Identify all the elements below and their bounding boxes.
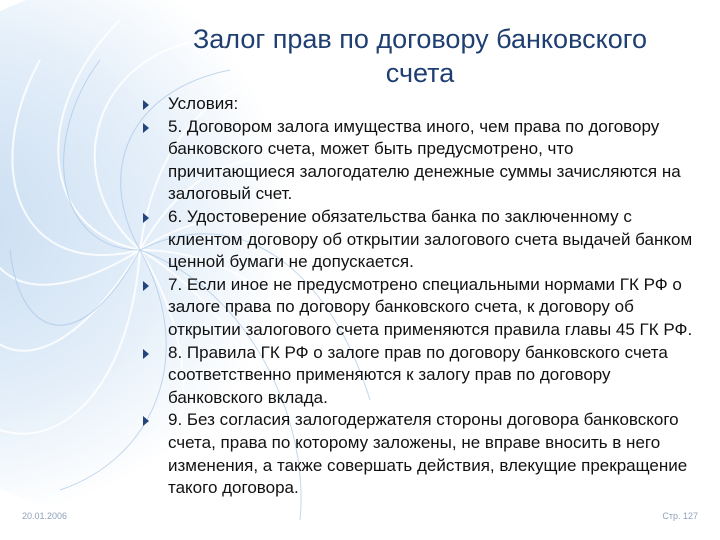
slide-title (140, 22, 700, 90)
footer-date: 20.01.2006 (22, 511, 68, 521)
bullet-item (141, 206, 697, 274)
bullet-text: 7. Если иное не предусмотрено специальными нормами ГК РФ о залоге права по договору банковского счета, к договору об открытии залогового счета применяются правила главы 45 ГК РФ. (168, 274, 693, 339)
bullet-text: 8. Правила ГК РФ о залоге прав по договору банковского счета соответственно применяются к залогу прав по договору банковского вклада. (168, 342, 668, 407)
slide-title-line-1: Залог прав по договору банковского (192, 24, 648, 54)
footer-page-number: Стр. 127 (662, 511, 698, 521)
bullet-item (141, 274, 697, 342)
bullet-text: 5. Договором залога имущества иного, чем права по договору банковского счета, может быть предусмотрено, что причитающиеся залогодателю денежные суммы зачисляются на залоговый счет. (168, 116, 681, 204)
bullet-text: 9. Без согласия залогодержателя стороны договора банковского счета, права по которому заложены, не вправе вносить в него изменения, а также совершать действия, влекущие прекращение такого договора. (168, 410, 688, 498)
bullet-item (141, 93, 697, 116)
arrow-right-icon (143, 123, 149, 133)
bullet-item (141, 342, 697, 410)
bullet-item (141, 116, 697, 206)
arrow-right-icon (143, 416, 149, 426)
bullet-item (141, 409, 697, 499)
slide-title-line-2: счета (385, 58, 455, 88)
arrow-right-icon (143, 281, 149, 291)
arrow-right-icon (143, 349, 149, 359)
bullet-list (141, 93, 697, 500)
arrow-right-icon (143, 100, 149, 110)
bullet-text: 6. Удостоверение обязательства банка по заключенному с клиентом договору об открытии залогового счета выдачей банком ценной бумаги не допускается. (168, 206, 693, 272)
bullet-text: Условия: (168, 94, 239, 113)
arrow-right-icon (143, 213, 149, 223)
